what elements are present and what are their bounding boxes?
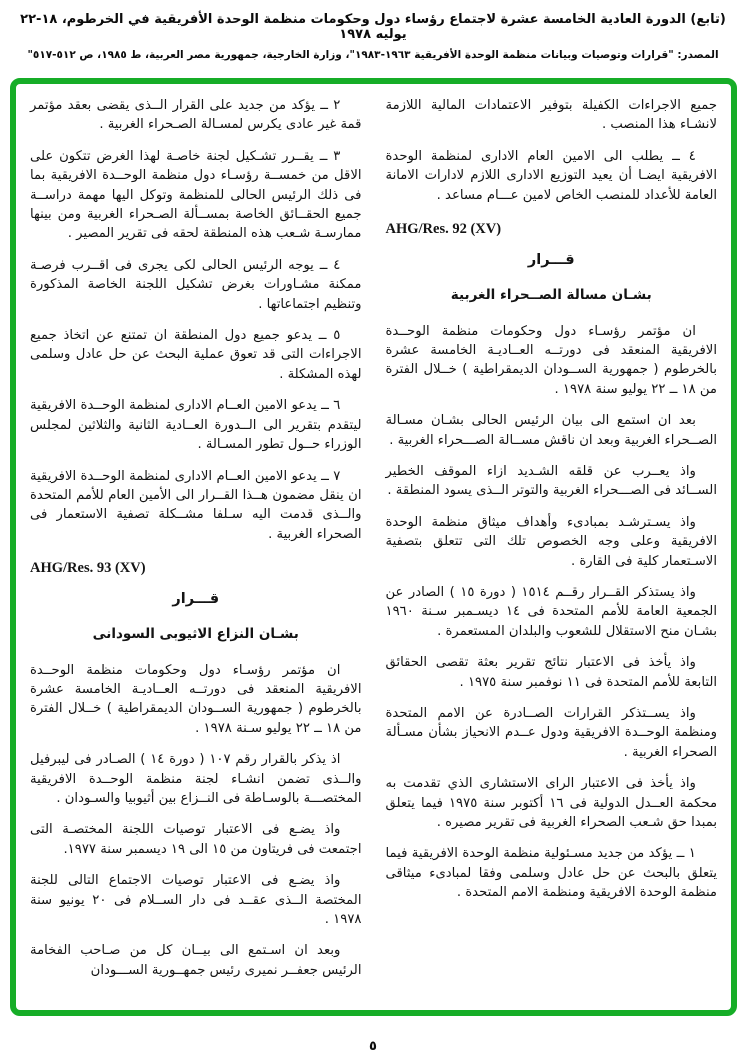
paragraph: ٤ ــ يوجه الرئيس الحالى لكى يجرى فى اقــرب فرصـة ممكنة مشـاورات بغرض تشكيل اللجنة الخاصة المذكورة وتنظيم اجتماعاتها .	[30, 257, 362, 312]
paragraph: واذ يضـع فى الاعتبار توصيات الاجتماع التالى للجنة المختصة الــذى عقــد فى دار الســلام فى ٢٠ يونيو سنة ١٩٧٨ .	[30, 873, 362, 928]
paragraph: ان مؤتمر رؤسـاء دول وحكومات منظمة الوحــدة الافريقية المنعقد فى دورتــه العــاديـة الخامسة عشرة بالخرطوم ( جمهورية الســودان الديمقراطية ) خــلال الفترة من ١٨ ــ ٢٢ يوليو سـنة ١٩٧٨ .	[30, 662, 362, 736]
paragraph: واذ يأخذ فى الاعتبار الراى الاستشارى الذي تقدمت به محكمة العــدل الدولية فى ١٦ أكتوبر سنة ١٩٧٥ فيما يتعلق بمبدا حق شـعب الصحراء الغربية فى تقرير مصيره .	[385, 776, 718, 831]
paragraph: جميع الاجراءات الكفيلة بتوفير الاعتمادات المالية اللازمة لانشـاء هذا المنصب .	[385, 98, 717, 133]
paragraph: ٢ ــ يؤكد من جديد على القرار الــذى يقضى بعقد مؤتمر قمة غير عادى يكرس لمسـالة الصـحراء الغربية .	[30, 98, 362, 133]
paragraph: وبعد ان اسـتمع الى بيــان كل من صـاحب الفخامة الرئيس جعفــر نميرى رئيس جمهــورية الســـودان	[30, 943, 362, 978]
paragraph: ٣ ــ يقــرر تشـكيل لجنة خاصـة لهذا الغرض تتكون على الاقل من خمســة رؤسـاء دول منظمة الوحــدة الافريقية بما فى ذلك الرئيس الحالى للمنظمة وتوكل اليها مهمة دراســة جميع الحقــائق الخاصة بمســألة الصـحراء الغربية ومن بينها ممارسـة شـعب هذه المنطقة لحقه فى تقرير المصير .	[30, 148, 362, 242]
paragraph: بعد ان استمع الى بيان الرئيس الحالى بشـان مسـالة الصــحراء الغربية وبعد ان ناقش مســالة الصـــحراء الغربية .	[385, 413, 717, 448]
page-number: ٥	[369, 1039, 377, 1054]
paragraph: واذ يستذكر القــرار رقــم ١٥١٤ ( دورة ١٥ ) الصادر عن الجمعية العامة للأمم المتحدة فى ١٤ ديسـمبر سـنة ١٩٦٠ بشـان منح الاستقلال للشعوب والبلدان المستعمرة .	[385, 584, 717, 639]
paragraph: ٥ ــ يدعو جميع دول المنطقة ان تمتنع عن اتخاذ جميع الاجراءات التى قد تعوق عملية البحث عن حل عادل وسلمى لهذه المشكلة .	[30, 328, 362, 382]
paragraph: ٧ ــ يدعو الامين العــام الادارى لمنظمة الوحــدة الافريقية ان ينقل مضمون هــذا القــرار الى الأمين العام للأمم المتحدة والــذى قدمت اليه سـلفا مشــكلة تصفية الاستعمار فى الصحراء الغربية .	[30, 468, 362, 542]
paragraph: واذ يضـع فى الاعتبار توصيات اللجنة المختصـة التى اجتمعت فى فريتاون من ١٥ الى ١٩ ديسمبر سنة ١٩٧٧.	[30, 822, 362, 857]
paragraph: ١ ــ يؤكد من جديد مسـئولية منظمة الوحدة الافريقية فيما يتعلق بالبحث عن حل عادل وسلمى وفقا لمبادىء ميثاقى منظمة الوحدة الافريقية ومنظمة الامم المتحدة .	[385, 846, 717, 901]
paragraph: واذ يأخذ فى الاعتبار نتائج تقرير بعثة تقصى الحقائق التابعة للأمم المتحدة فى ١١ نوفمبر سنة ١٩٧٥ .	[385, 655, 717, 690]
two-column-text	[30, 96, 717, 1002]
paragraph: واذ يسـترشـد بمبادىء وأهداف ميثاق منظمة الوحدة الافريقية وعلى وجه الخصوص تلك التى تتعلق بتصفية الاسـتعمار كلية فى القارة .	[385, 514, 717, 569]
resolution-subject: بشـان مسالة الصــحراء الغربية	[450, 286, 652, 303]
paragraph: واذ يســتذكر القرارات الصــادرة عن الامم المتحدة ومنظمة الوحــدة الافريقية ودول عــدم الانحياز بشأن مسـألة الصحراء الغربية .	[385, 706, 717, 760]
header-source-citation: المصدر: "قرارات وتوصيات وبيانات منظمة الوحدة الأفريقية ١٩٦٣-١٩٨٣"، وزارة الخارجية، جمهورية مصر العربية، ط ١٩٨٥، ص ٥١٢-٥١٧"	[27, 49, 719, 61]
resolution-title: قـــرار	[172, 591, 220, 608]
green-border-frame	[10, 78, 737, 1016]
resolution-subject: بشـان النزاع الاثيوبى السودانى	[92, 625, 299, 642]
column-left	[30, 96, 362, 1002]
paragraph: واذ يعــرب عن قلقه الشـديد ازاء الموقف الخطير الســائد فى الصـــحراء الغربية والتوتر الــذى يسود المنطقة .	[385, 463, 717, 499]
page-header	[14, 12, 732, 61]
resolution-title: قـــرار	[527, 252, 575, 269]
column-right-continuation	[386, 96, 718, 1002]
paragraph: ان مؤتمر رؤسـاء دول وحكومات منظمة الوحــدة الافريقية المنعقد فى دورتــه العــاديـة الخامسة عشرة بالخرطوم ( جمهورية الســودان الديمقراطية ) خــلال الفترة من ١٨ ــ ٢٢ يوليو سنة ١٩٧٨ .	[385, 323, 717, 397]
paragraph: ٤ ــ يطلب الى الامين العام الادارى لمنظمة الوحدة الافريقية ايضـا أن يعيد التوزيع الادارى اللازم لادارات الامانة العامة للأعداد للمنصب الخاص لامين عـــام مساعد .	[385, 148, 717, 203]
paragraph: ٦ ــ يدعو الامين العــام الادارى لمنظمة الوحــدة الافريقية ليتقدم بتقرير الى الــدورة العــادية الثانية والثلاثين لمجلس الوزراء حــول تطور المسـالة .	[30, 398, 362, 453]
resolution-ref: AHG/Res. 93 (XV)	[30, 560, 146, 577]
resolution-ref: AHG/Res. 92 (XV)	[385, 221, 502, 238]
header-session-title: (تابع) الدورة العادية الخامسة عشرة لاجتماع رؤساء دول وحكومات منظمة الوحدة الأفريقية في الخرطوم، ١٨-٢٢ يوليه ١٩٧٨	[20, 12, 726, 42]
paragraph: اذ يذكر بالقرار رقم ١٠٧ ( دورة ١٤ ) الصـادر فى ليبرفيل والــذى تضمن انشـاء لجنة منظمة الوحــدة الافريقية المختصـــة بالوسـاطة فى النــزاع بين أثيوبيا والسـودان .	[30, 752, 362, 807]
